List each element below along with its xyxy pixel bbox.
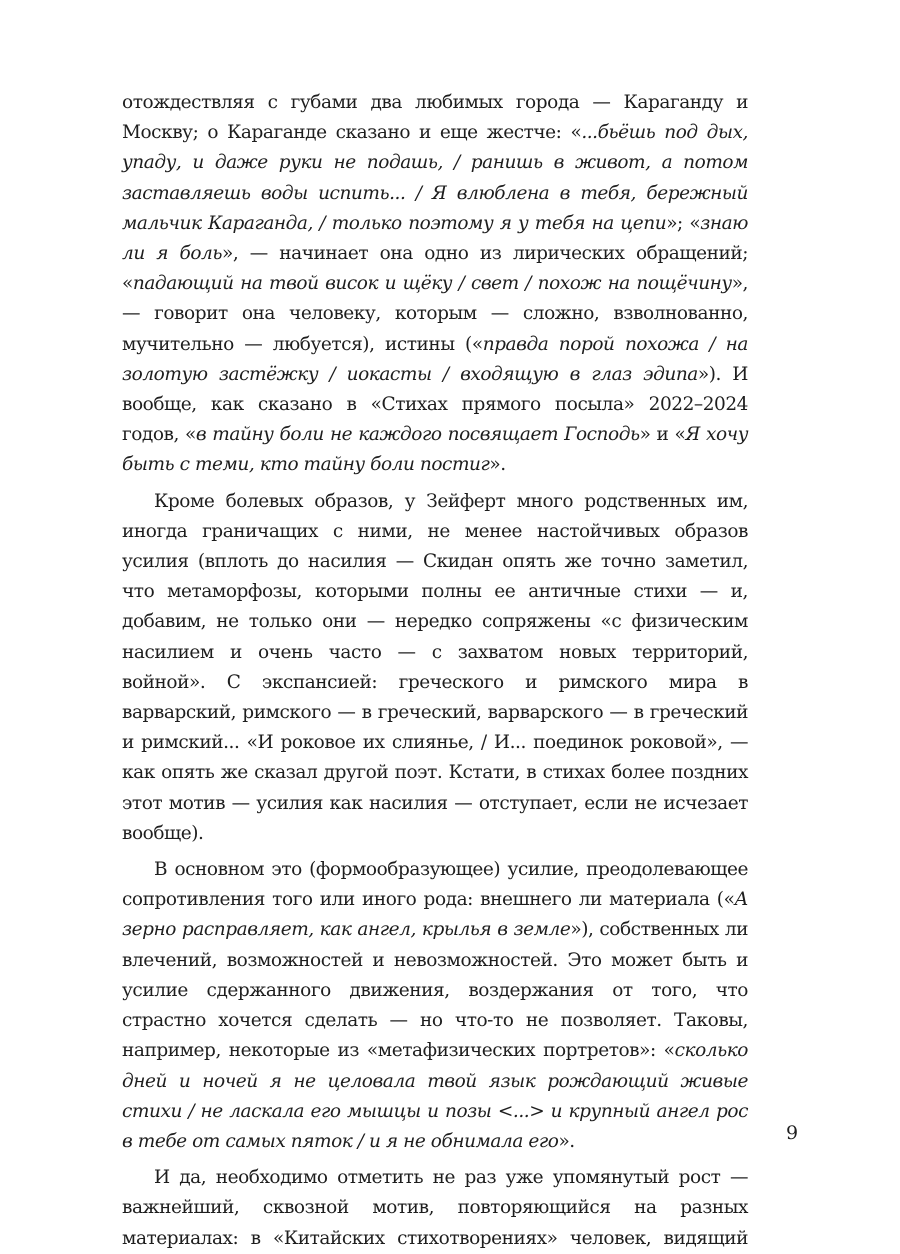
text-run: Кроме болевых образов, у Зейферт много родственных им, иногда граничащих с ними, не менее настойчивых образов усилия (вплоть до насилия — Скидан опять же точно заметил, что метаморфозы, которыми полны ее античные стихи — и, добавим, не только они — нередко сопряжены «с физическим насилием и очень часто — с захватом новых территорий, войной». С экспансией: греческого и римского мира в варварский, римского — в греческий, варварского — в греческий и римский... «И роковое их слиянье, / И... поединок роковой», — как опять же сказал другой поэт. Кстати, в стихах более поздних этот мотив — усилия как насилия — отступает, если не исчезает вообще). (122, 490, 748, 844)
text-run: В основном это (формообразующее) усилие, преодолевающее сопротивления того или иного рода: внешнего ли материала (« (122, 859, 748, 911)
quote-italic: Я хочу быть с теми, кто тайну боли постиг (122, 424, 748, 476)
text-run: », — говорит она человеку, которым — сложно, взволнованно, мучительно — любуется), истины (« (122, 273, 748, 355)
paragraph (122, 88, 748, 481)
quote-italic: сколько дней и ночей я не целовала твой язык рождающий живые стихи / не ласкала его мышцы и позы <...> и крупный ангел рос в тебе от самых пяток / и я не обнимала его (122, 1040, 748, 1152)
paragraph (122, 1163, 748, 1254)
text-run: »). И вообще, как сказано в «Стихах прямого посыла» 2022–2024 годов, « (122, 363, 748, 446)
text-run: » и « (639, 424, 686, 446)
quote-italic: падающий на твой висок и щёку / свет / похож на пощёчину (132, 273, 732, 295)
body-text (122, 88, 748, 1254)
paragraph (122, 855, 748, 1157)
quote-italic: ...бьёшь под дых, упаду, и даже руки не подашь, / ранишь в живот, а потом заставляешь воды испить... / Я влюблена в тебя, бережный мальчик Караганда, / только поэтому я у тебя на цепи (122, 122, 748, 234)
text-run: »), собственных ли влечений, возможностей и невозможностей. Это может быть и усилие сдержанного движения, воздержания от того, что страстно хочется сделать — но что-то не позволяет. Таковы, например, некоторые из «метафизических портретов»: « (122, 919, 748, 1062)
quote-italic: правда порой похожа / на золотую застёжку / иокасты / входящую в глаз эдипа (122, 333, 748, 385)
quote-italic: в тайну боли не каждого посвящает Господь (195, 424, 640, 446)
text-run: И да, необходимо отметить не раз уже упомянутый рост — важнейший, сквозной мотив, повторяющийся на разных материалах: в «Китайских стихотворениях» человек, видящий (122, 1167, 748, 1249)
paragraph (122, 487, 748, 849)
page-number: 9 (786, 1122, 799, 1144)
quote-italic: знаю ли я боль (122, 212, 748, 265)
text-run: ». (489, 454, 506, 476)
text-run: », — начинает она одно из лирических обращений; « (122, 243, 749, 295)
text-run: ». (558, 1130, 575, 1152)
quote-italic: А зерно расправляет, как ангел, крылья в земле (122, 889, 748, 941)
text-run: »; « (666, 212, 701, 234)
text-run: отождествляя с губами два любимых города — Караганду и Москву; о Караганде сказано и еще жестче: « (122, 92, 748, 144)
